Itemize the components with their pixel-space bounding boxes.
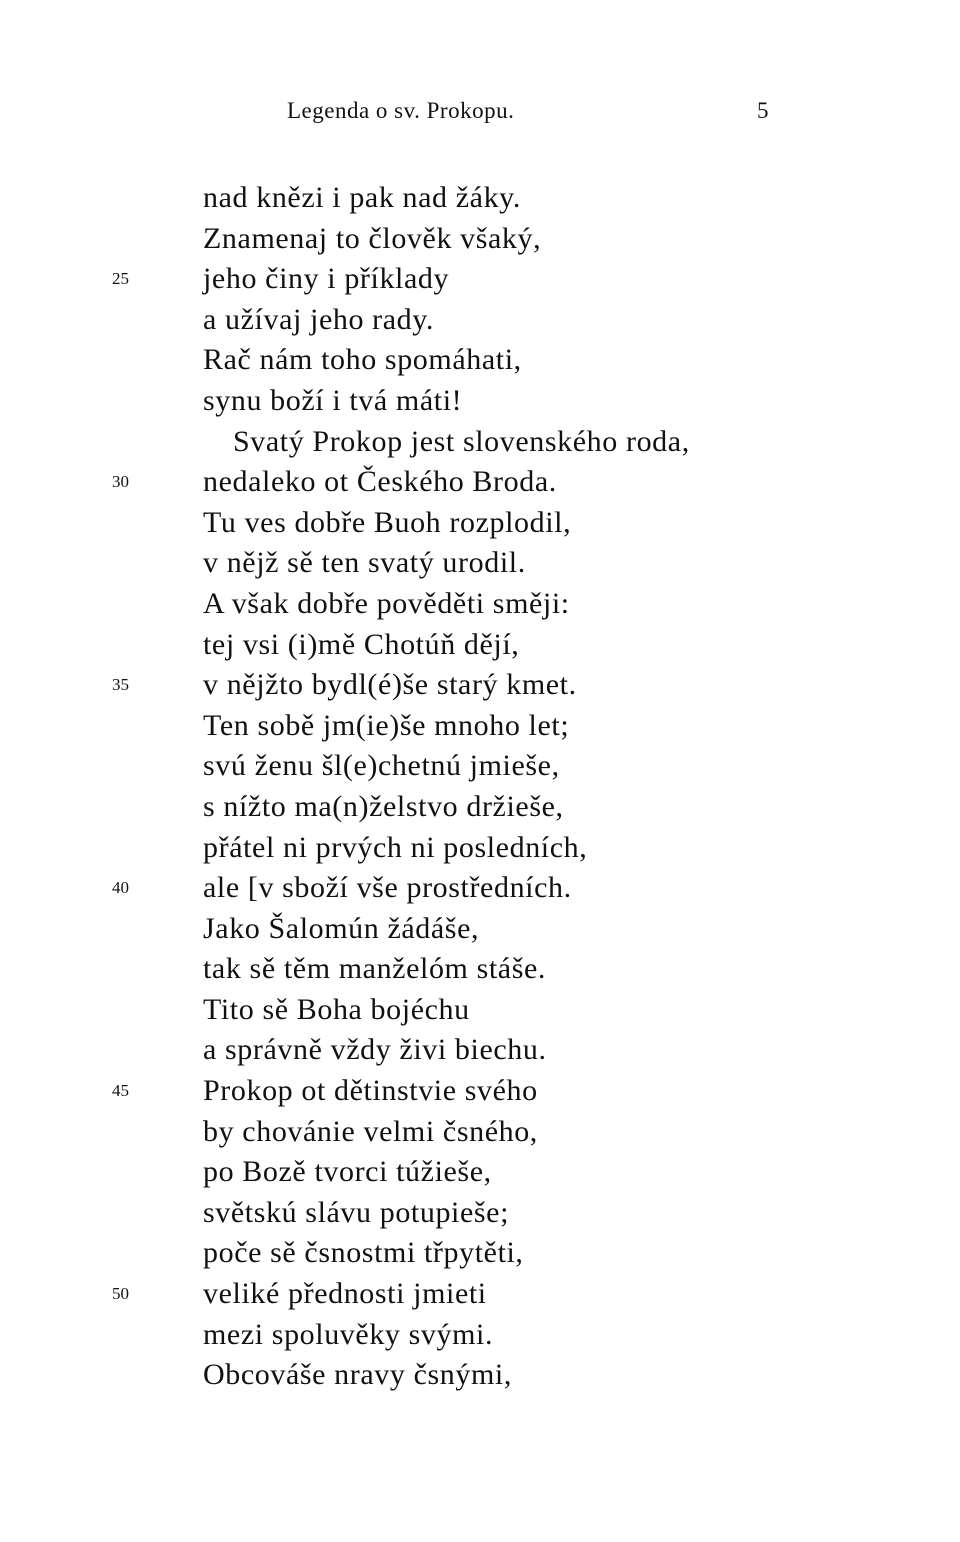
line-number: 30 (112, 472, 129, 492)
verse-text: a užívaj jeho rady. (203, 302, 435, 336)
verse-text: v nějžto bydl(é)še starý kmet. (203, 668, 577, 702)
verse-text: Svatý Prokop jest slovenského roda, (233, 424, 690, 458)
verse-text: poče sě čsnostmi třpytěti, (203, 1236, 524, 1270)
verse-line (0, 1274, 960, 1315)
verse-line (0, 1193, 960, 1234)
running-title: Legenda o sv. Prokopu. (287, 98, 515, 123)
verse-line (0, 625, 960, 666)
verse-text: nad knězi i pak nad žáky. (203, 181, 521, 214)
verse-line (0, 1315, 960, 1356)
verse-line (0, 462, 960, 503)
verse-text: A však dobře pověděti směji: (203, 586, 570, 620)
line-number: 45 (112, 1081, 129, 1101)
verse-text: Prokop ot dětinstvie svého (203, 1074, 538, 1108)
verse-line (0, 828, 960, 869)
verse-text: tej vsi (i)mě Chotúň dějí, (203, 627, 520, 661)
verse-text: světskú slávu potupieše; (203, 1195, 510, 1229)
line-number: 35 (112, 675, 129, 695)
verse-line (0, 787, 960, 828)
verse-text: Znamenaj to člověk všaký, (203, 221, 542, 255)
page-number: 5 (757, 98, 769, 123)
verse-line (0, 1152, 960, 1193)
verse-lines (0, 178, 960, 1396)
verse-line (0, 300, 960, 341)
verse-line (0, 1071, 960, 1112)
verse-line (0, 340, 960, 381)
verse-line (0, 868, 960, 909)
line-number: 40 (112, 878, 129, 898)
verse-text: Obcováše nravy čsnými, (203, 1358, 512, 1392)
verse-text: přátel ni prvých ni posledních, (203, 830, 588, 864)
verse-text: v nějž sě ten svatý urodil. (203, 546, 526, 580)
line-number: 25 (112, 269, 129, 289)
verse-line (0, 422, 960, 463)
verse-line (0, 990, 960, 1031)
verse-line (0, 1030, 960, 1071)
line-number: 50 (112, 1284, 129, 1304)
verse-line (0, 381, 960, 422)
verse-text: jeho činy i příklady (203, 262, 450, 296)
verse-line (0, 503, 960, 544)
verse-text: by chovánie velmi čsného, (203, 1114, 538, 1148)
verse-line (0, 949, 960, 990)
verse-line (0, 746, 960, 787)
verse-text: a správně vždy živi biechu. (203, 1033, 547, 1067)
verse-text: po Bozě tvorci túžieše, (203, 1155, 492, 1189)
verse-text: veliké přednosti jmieti (203, 1277, 487, 1311)
verse-line (0, 1355, 960, 1396)
verse-text: tak sě těm manželóm stáše. (203, 952, 546, 986)
verse-line (0, 909, 960, 950)
verse-text: synu boží i tvá máti! (203, 383, 463, 417)
verse-text: s nížto ma(n)želstvo držieše, (203, 789, 564, 823)
verse-text: Tito sě Boha bojéchu (203, 992, 470, 1026)
verse-text: Tu ves dobře Buoh rozplodil, (203, 505, 572, 539)
verse-text: ale [v sboží vše prostředních. (203, 871, 572, 905)
verse-line (0, 706, 960, 747)
verse-text: Jako Šalomún žádáše, (203, 911, 480, 945)
verse-text: Rač nám toho spomáhati, (203, 343, 522, 377)
verse-line (0, 543, 960, 584)
verse-line (0, 259, 960, 300)
verse-line (0, 178, 960, 219)
verse-text: svú ženu šl(e)chetnú jmieše, (203, 749, 560, 783)
verse-line (0, 665, 960, 706)
verse-text: nedaleko ot Českého Broda. (203, 465, 557, 499)
verse-text: Ten sobě jm(ie)še mnoho let; (203, 708, 570, 742)
verse-line (0, 219, 960, 260)
verse-line (0, 584, 960, 625)
running-header (0, 98, 960, 130)
verse-line (0, 1112, 960, 1153)
verse-text: mezi spoluvěky svými. (203, 1317, 494, 1351)
verse-line (0, 1233, 960, 1274)
